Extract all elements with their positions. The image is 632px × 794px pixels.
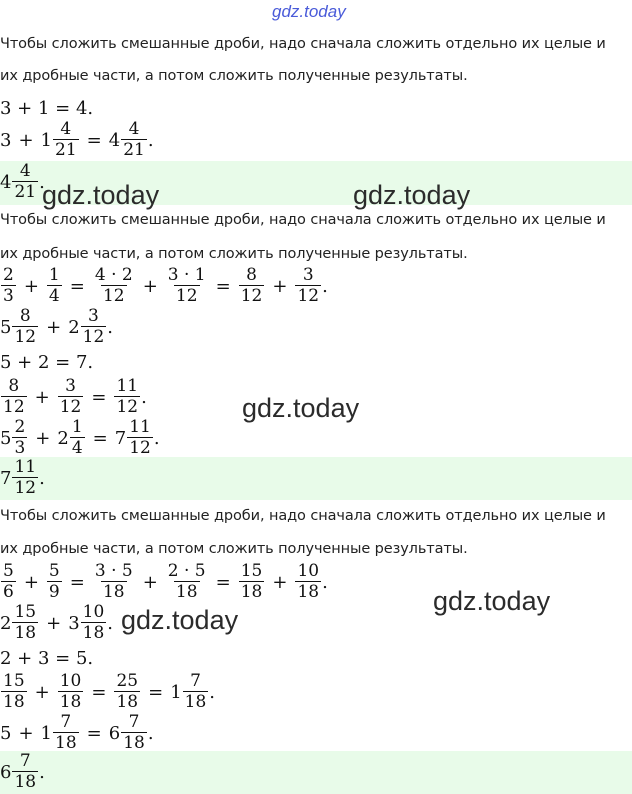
equation-fraction-sum: $\frac{8}{12}$ + $\frac{3}{12}$ = $\frac{11}{12}$ . — [3, 376, 147, 417]
equation-mixed-rewrite: 5 $\frac{8}{12}$ + 2 $\frac{3}{12}$ . — [0, 306, 114, 347]
answer-highlight-3 — [0, 751, 632, 794]
fraction: $\frac{3 \cdot 5}{18}$ — [94, 561, 133, 602]
fraction: $\frac{4 \cdot 2}{12}$ — [94, 265, 133, 306]
fraction: $\frac{5}{9}$ — [48, 561, 60, 602]
equation-whole-sum: 2 + 3 = 5. — [0, 647, 94, 669]
equation-whole-sum — [0, 96, 93, 120]
equation-fraction-sum: $\frac{15}{18}$ + $\frac{10}{18}$ = $\frac{25}{18}$ = 1 $\frac{7}{18}$ . — [3, 671, 216, 712]
fraction: $\frac{3}{12}$ — [59, 376, 82, 417]
fraction: $\frac{11}{12}$ — [116, 376, 139, 417]
equation-common-denominator: $\frac{5}{6}$ + $\frac{5}{9}$ = $\frac{3 \cdot 5}{18}$ + $\frac{2 \cdot 5}{18}$ = $\frac{15}{18}$ + $\frac{10}{18}$ . — [3, 561, 328, 602]
equation-common-denominator: $\frac{2}{3}$ + $\frac{1}{4}$ = $\frac{4 \cdot 2}{12}$ + $\frac{3 \cdot 1}{12}$ = $\frac{8}{12}$ + $\frac{3}{12}$ . — [3, 265, 328, 306]
fraction: $\frac{7}{18}$ — [123, 712, 145, 753]
fraction: $\frac{8}{12}$ — [3, 376, 25, 417]
fraction: $\frac{2}{3}$ — [14, 417, 26, 458]
rule-text-line2: их дробные части, а потом сложить полученные результаты. — [0, 541, 468, 557]
answer-2: 7 $\frac{11}{12}$ . — [0, 457, 45, 498]
rule-text-line1: Чтобы сложить смешанные дроби, надо сначала сложить отдельно их целые и — [0, 36, 606, 52]
fraction: $\frac{4}{21}$ — [123, 119, 145, 160]
fraction: $\frac{10}{18}$ — [82, 602, 105, 643]
answer-1: 4 $\frac{4}{21}$ . — [0, 161, 45, 202]
fraction: $\frac{4}{21}$ — [55, 119, 77, 160]
fraction: $\frac{5}{6}$ — [3, 561, 14, 602]
watermark: gdz.today — [42, 180, 160, 210]
fraction: $\frac{8}{12}$ — [240, 265, 263, 306]
fraction: $\frac{7}{18}$ — [184, 671, 207, 712]
fraction: $\frac{15}{18}$ — [240, 561, 263, 602]
rule-text-line2: их дробные части, а потом сложить полученные результаты. — [0, 68, 468, 84]
equation-text: 3 + 1 = 4. — [0, 97, 94, 119]
equation-mixed-sum: 3 + 1 $\frac{4}{21}$ = 4 $\frac{4}{21}$ . — [0, 119, 154, 160]
fraction: $\frac{3}{12}$ — [297, 265, 320, 306]
fraction: $\frac{11}{12}$ — [14, 457, 37, 498]
rule-text-line1: Чтобы сложить смешанные дроби, надо сначала сложить отдельно их целые и — [0, 212, 606, 228]
site-logo[interactable]: gdz.today — [272, 2, 346, 21]
equation-mixed-sum: 5 + 1 $\frac{7}{18}$ = 6 $\frac{7}{18}$ . — [0, 712, 154, 753]
watermark: gdz.today — [353, 180, 471, 210]
fraction: $\frac{3}{12}$ — [82, 306, 105, 347]
fraction: $\frac{7}{18}$ — [14, 751, 37, 792]
fraction: $\frac{10}{18}$ — [59, 671, 82, 712]
answer-highlight-2 — [0, 457, 632, 500]
fraction: $\frac{2 \cdot 5}{18}$ — [167, 561, 206, 602]
watermark: gdz.today — [121, 605, 239, 635]
equation-mixed-sum: 5 $\frac{2}{3}$ + 2 $\frac{1}{4}$ = 7 $\frac{11}{12}$ . — [0, 417, 160, 458]
fraction: $\frac{3 \cdot 1}{12}$ — [167, 265, 206, 306]
fraction: $\frac{2}{3}$ — [3, 265, 14, 306]
equation-mixed-rewrite: 2 $\frac{15}{18}$ + 3 $\frac{10}{18}$ . — [0, 602, 114, 643]
fraction: $\frac{8}{12}$ — [14, 306, 37, 347]
answer-3: 6 $\frac{7}{18}$ . — [0, 751, 45, 792]
fraction: $\frac{15}{18}$ — [14, 602, 37, 643]
watermark: gdz.today — [242, 393, 360, 423]
fraction: $\frac{15}{18}$ — [3, 671, 25, 712]
fraction: $\frac{7}{18}$ — [55, 712, 77, 753]
fraction: $\frac{1}{4}$ — [48, 265, 60, 306]
fraction: $\frac{11}{12}$ — [129, 417, 151, 458]
fraction: $\frac{1}{4}$ — [71, 417, 83, 458]
rule-text-line1: Чтобы сложить смешанные дроби, надо сначала сложить отдельно их целые и — [0, 508, 606, 524]
fraction: $\frac{25}{18}$ — [116, 671, 139, 712]
watermark: gdz.today — [433, 586, 551, 616]
rule-text-line2: их дробные части, а потом сложить полученные результаты. — [0, 246, 468, 262]
equation-whole-sum: 5 + 2 = 7. — [0, 351, 94, 373]
fraction: $\frac{10}{18}$ — [297, 561, 320, 602]
fraction: $\frac{4}{21}$ — [14, 161, 37, 202]
